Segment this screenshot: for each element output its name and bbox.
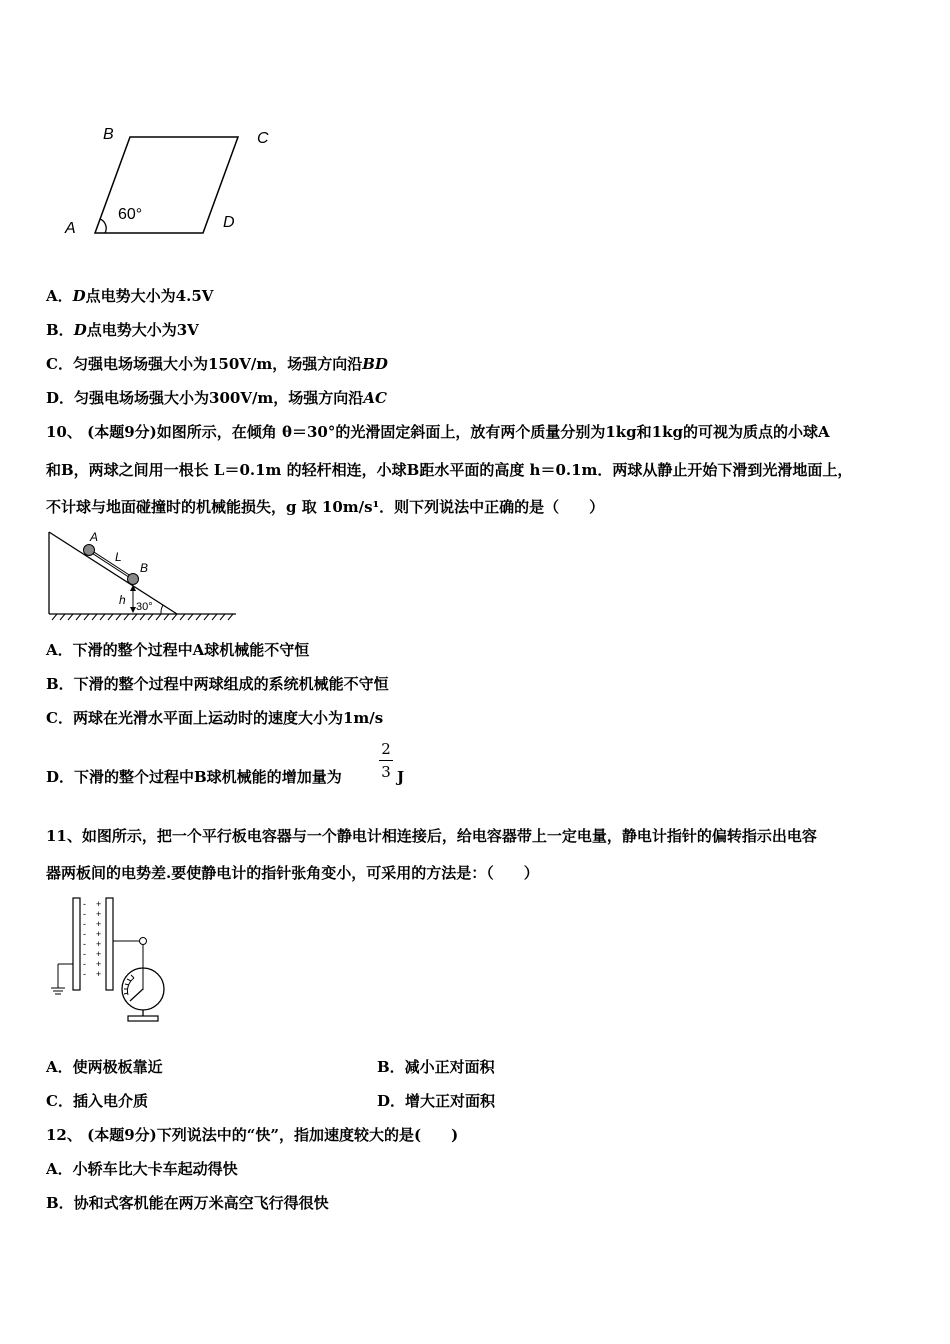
incline-angle-arc — [161, 605, 163, 614]
right-plate — [106, 898, 113, 990]
svg-text:-: - — [83, 929, 86, 939]
svg-text:+: + — [96, 969, 102, 979]
q12-option-b: B．协和式客机能在两万米高空飞行得很快 — [46, 1194, 329, 1212]
positive-charges — [96, 899, 101, 979]
svg-text:+: + — [96, 959, 102, 969]
q9-option-d: D．匀强电场场强大小为300V/m，场强方向沿AC — [46, 389, 387, 407]
ball-a — [84, 545, 95, 556]
svg-text:+: + — [96, 929, 102, 939]
q9-option-b: B．D点电势大小为3V — [46, 321, 199, 339]
electrometer-needle — [130, 989, 143, 1001]
svg-text:-: - — [83, 899, 86, 909]
svg-text:+: + — [96, 899, 102, 909]
q11-option-c: C．插入电介质 — [46, 1092, 148, 1110]
parallelogram-figure — [55, 115, 285, 245]
q9-option-a: A．D点电势大小为4.5V — [46, 287, 214, 305]
q10-stem-line1: 10、 (本题9分)如图所示，在倾角 θ＝30°的光滑固定斜面上，放有两个质量分别为1kg和1kg的可视为质点的小球A — [46, 423, 830, 441]
q10-option-d: D．下滑的整个过程中B球机械能的增加量为 — [46, 768, 342, 786]
incline-label-b: B — [140, 561, 149, 575]
q10-option-d-unit: J — [397, 768, 405, 786]
capacitor-electrometer-figure — [44, 892, 194, 1027]
q10-option-c: C．两球在光滑水平面上运动时的速度大小为1m/s — [46, 709, 384, 727]
fraction-numerator: 2 — [381, 740, 391, 758]
fraction-denominator: 3 — [381, 763, 391, 781]
q12-option-a: A．小轿车比大卡车起动得快 — [46, 1160, 238, 1178]
ground-symbol — [51, 988, 65, 994]
svg-text:+: + — [96, 909, 102, 919]
svg-text:-: - — [83, 909, 86, 919]
q12-stem: 12、 (本题9分)下列说法中的“快”，指加速度较大的是( ) — [46, 1126, 459, 1144]
parallelogram-shape — [95, 137, 238, 233]
svg-text:+: + — [96, 939, 102, 949]
ground-hatching — [52, 614, 233, 620]
q10-option-b: B．下滑的整个过程中两球组成的系统机械能不守恒 — [46, 675, 389, 693]
q11-stem-line1: 11、如图所示，把一个平行板电容器与一个静电计相连接后，给电容器带上一定电量，静电计指针的偏转指示出电容 — [46, 827, 817, 845]
q11-option-a: A．使两极板靠近 — [46, 1058, 163, 1076]
svg-text:-: - — [83, 969, 86, 979]
ball-b — [128, 574, 139, 585]
svg-text:-: - — [83, 919, 86, 929]
label-b: B — [103, 126, 114, 143]
angle-arc — [100, 219, 106, 233]
fraction-bar — [379, 760, 393, 761]
q10-option-a: A．下滑的整个过程中A球机械能不守恒 — [46, 641, 310, 659]
svg-text:-: - — [83, 939, 86, 949]
q11-stem-line2: 器两板间的电势差.要使静电计的指针张角变小，可采用的方法是：（ ） — [46, 864, 539, 882]
angle-label: 60° — [118, 206, 143, 223]
q10-stem-line3: 不计球与地面碰撞时的机械能损失，g 取 10m/s¹．则下列说法中正确的是（ ） — [46, 498, 605, 516]
svg-text:+: + — [96, 949, 102, 959]
incline-slope — [49, 532, 177, 614]
label-d: D — [223, 214, 235, 231]
q10-stem-line2: 和B，两球之间用一根长 L＝0.1m 的轻杆相连，小球B距水平面的高度 h＝0.1m．两球从静止开始下滑到光滑地面上， — [46, 461, 853, 479]
label-a: A — [65, 220, 76, 237]
incline-label-l: L — [115, 550, 122, 564]
incline-label-a: A — [90, 530, 99, 544]
q10-option-d-fraction — [379, 740, 393, 781]
svg-text:-: - — [83, 949, 86, 959]
q11-option-b: B．减小正对面积 — [377, 1058, 495, 1076]
incline-angle-label: 30° — [136, 601, 153, 613]
svg-text:-: - — [83, 959, 86, 969]
incline-figure — [44, 528, 244, 626]
q11-option-d: D．增大正对面积 — [377, 1092, 496, 1110]
left-plate — [73, 898, 80, 990]
rod-inner — [89, 550, 132, 578]
electrometer-base — [128, 1016, 158, 1021]
incline-label-h: h — [119, 593, 126, 607]
svg-text:+: + — [96, 919, 102, 929]
height-arrow-head-top — [130, 585, 136, 591]
q9-option-c: C．匀强电场场强大小为150V/m，场强方向沿BD — [46, 355, 388, 373]
negative-charges — [83, 899, 86, 979]
label-c: C — [257, 130, 269, 147]
electrometer-knob — [140, 938, 147, 945]
